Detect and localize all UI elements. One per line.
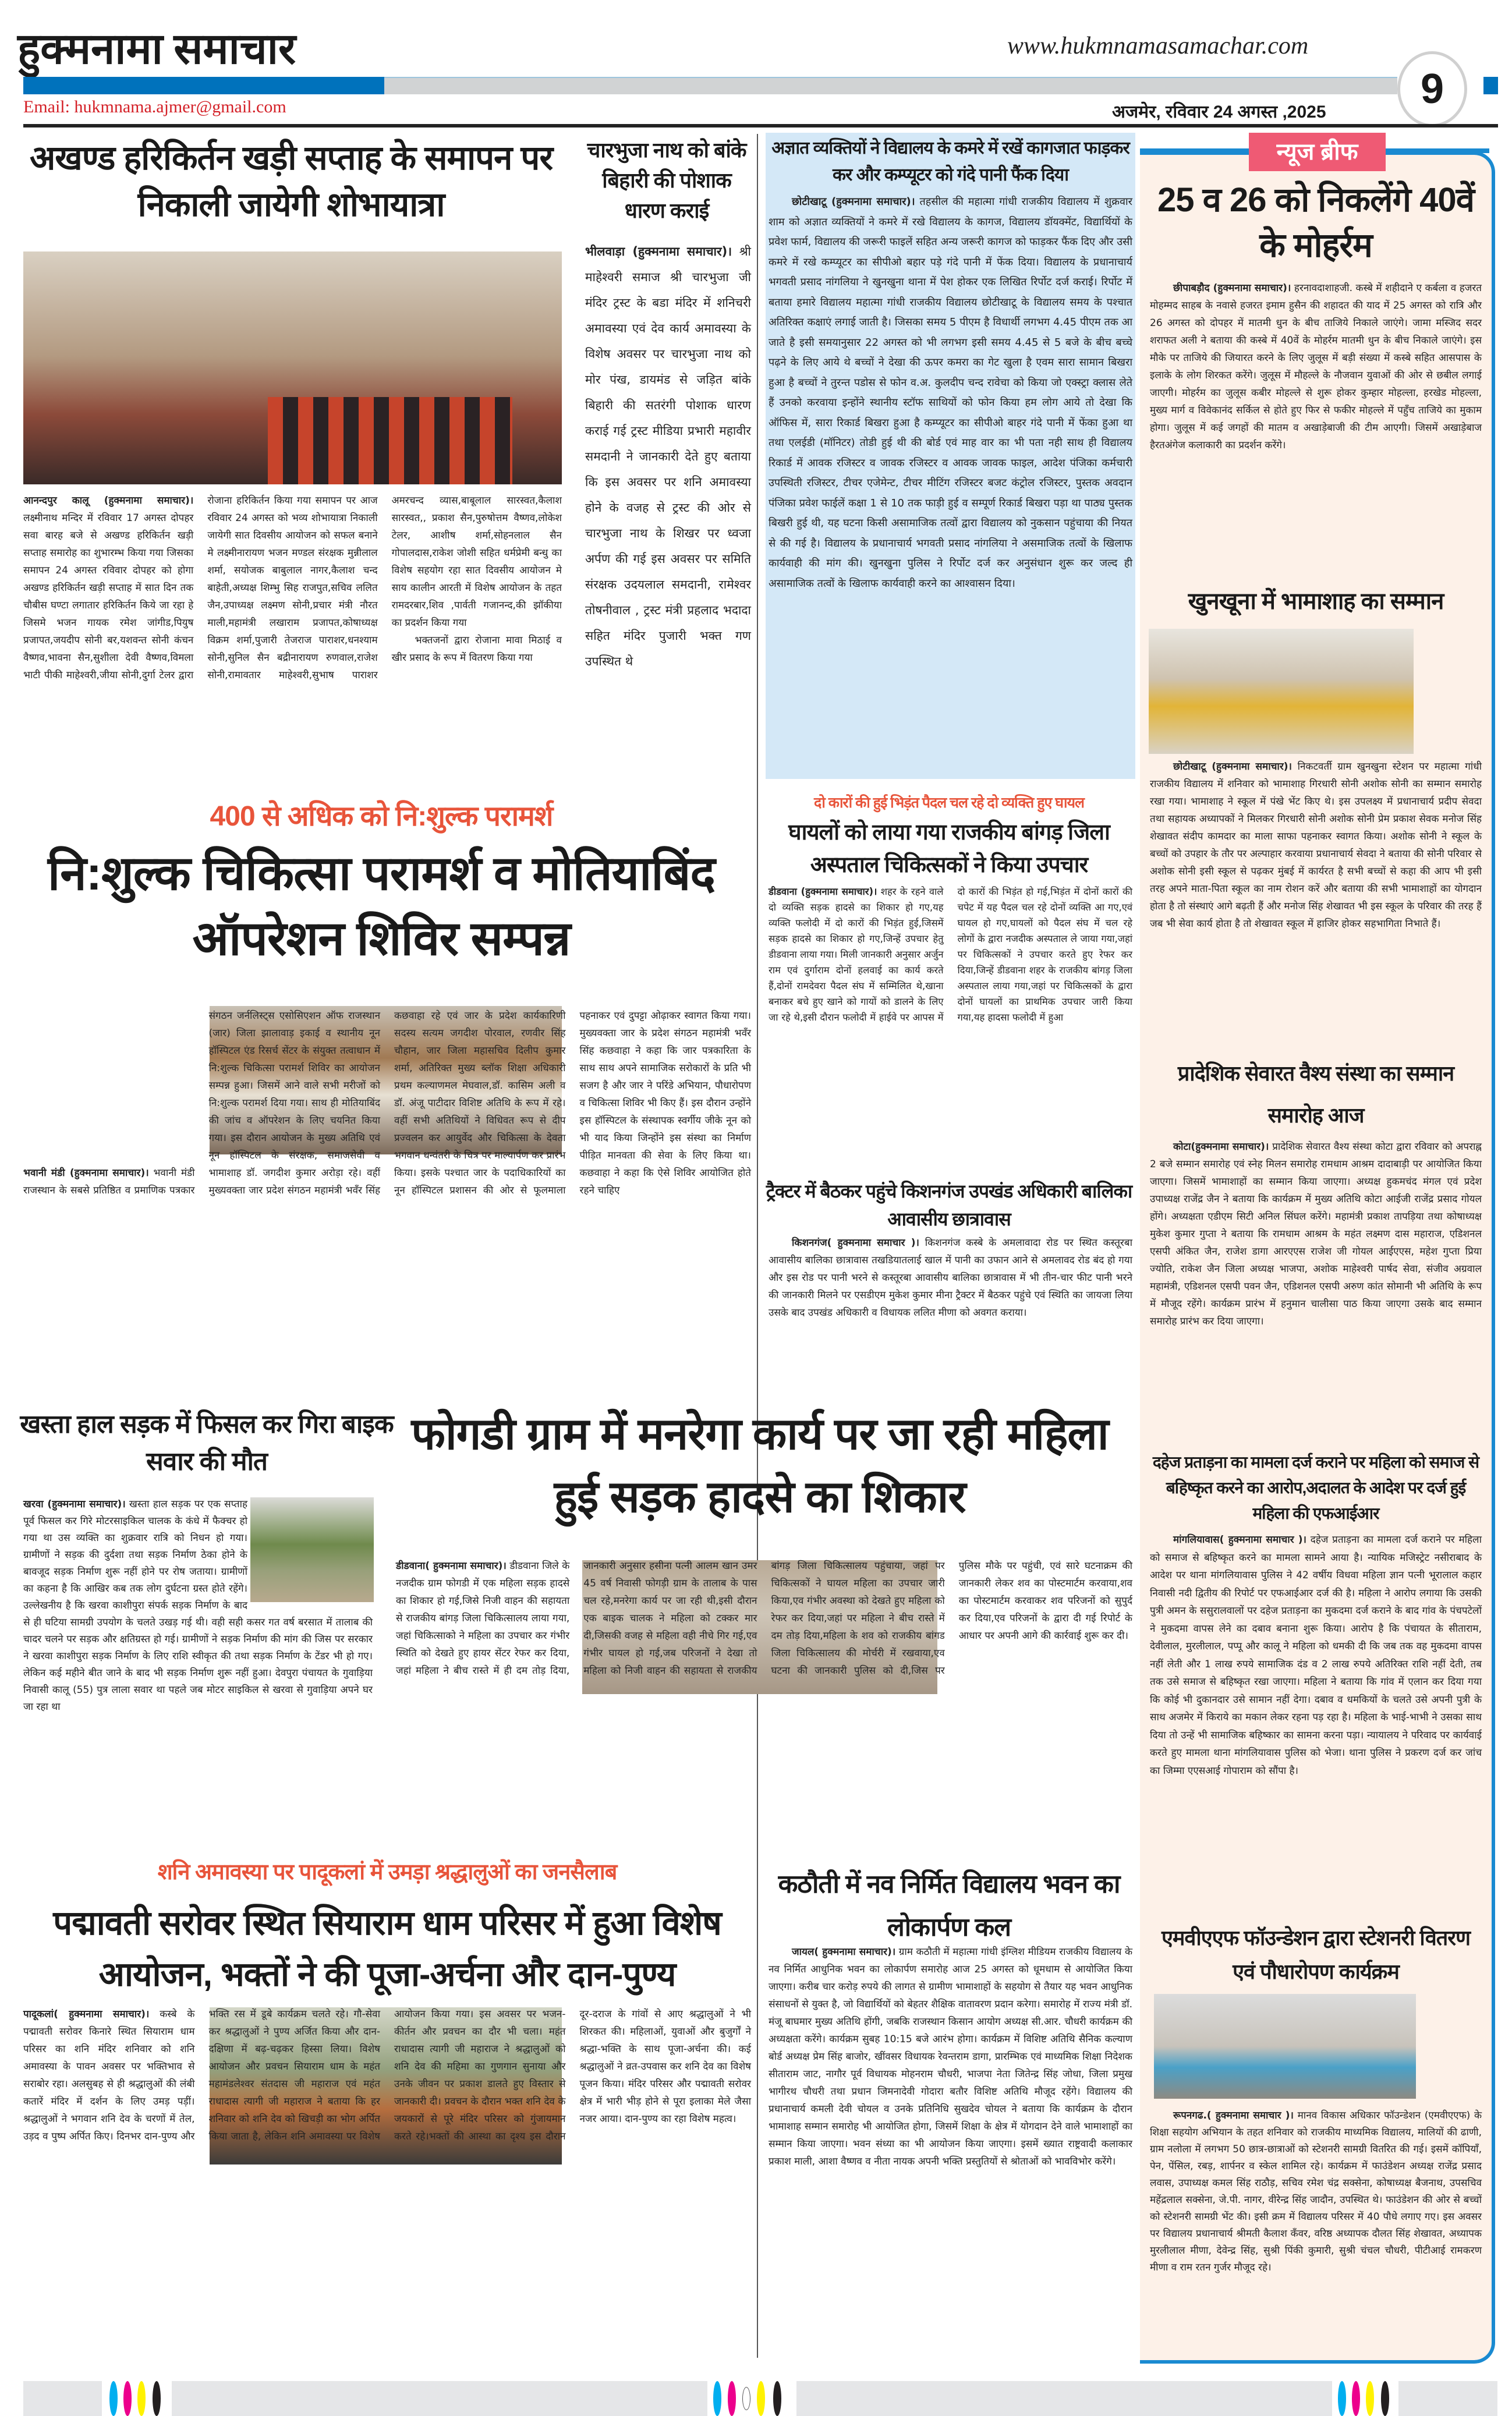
print-bar-segment bbox=[1398, 2381, 1497, 2416]
nishulk-body bbox=[23, 1007, 751, 1356]
vidyalaya-headline: अज्ञात व्यक्तियों ने विद्यालय के कमरे में रखें कागजात फाड़कर कर और कम्प्यूटर को गंदे पानी फैंक दिया bbox=[771, 139, 1129, 185]
harikirtan-text-2: भक्तजनों द्वारा रोजाना मावा मिठाई व खीर प्रसाद के रूप में वितरण किया गया bbox=[391, 635, 562, 664]
ghayal-kicker: दो कारों की हुई भिड़ंत पैदल चल रहे दो व्यक्ति हुए घायल bbox=[814, 795, 1084, 811]
nishulk-text: भवानी मंडी राजस्थान के सबसे प्रतिष्ठित व प्रमाणिक पत्रकार संगठन जर्नलिस्ट्स एसोसिएशन ऑफ राजस्थान (जार) जिला झालावाड़ इकाई व स्थानीय नून हॉस्पिटल एंड रिसर्च सेंटर के संयुक्त तत्वाधान में नि:शुल्क चिकित्सा परामर्श शिविर का आयोजन सम्पन्न हुआ। जिसमें आने वाले सभी मरीजों को नि:शुल्क परामर्श दिया गया। साथ ही मोतियाबिंद की जांच व ऑपरेशन के लिए चयनित किया गया। इस दौरान आयोजन के मुख्य अतिथि एवं नून हॉस्पिटल के संरक्षक, समाजसेवी व भामाशाह डॉ. जगदीश कुमार अरोड़ा रहे। वहीं मुख्यवक्ता जार प्रदेश संगठन महामंत्री भवँर सिंह कछवाहा रहे एवं जार के प्रदेश कार्यकारिणी सदस्य सत्यम जगदीश पोरवाल, रणवीर सिंह चौहान, जार जिला महासचिव दिलीप कुमार शर्मा, अतिरिक्त मुख्य ब्लॉक शिक्षा अधिकारी प्रथम कल्याणमल मेघवाल,डॉ. कासिम अली व डॉ. अंजू पाटीदार विशिष्ट अतिथि के रूप में रहे। वहीं सभी अतिथियों ने विधिवत रूप से दीप प्रज्वलन कर आयुर्वेद और चिकित्सा के देवता भगवान धन्वंतरी के चित्र पर माल्यार्पण कर प्रारंभ किया। इसके पश्चात जार के पदाधिकारियों का नून हॉस्पिटल प्रशासन की ओर से फूलमाला पहनाकर एवं दुपट्टा ओढ़ाकर स्वागत किया गया। मुख्यवक्ता जार के प्रदेश संगठन महामंत्री भवँर सिंह कछवाहा ने कहा कि जार पत्रकारिता के साथ साथ अपने सामाजिक सरोकारों के प्रति भी सजग है और जार ने परिंडे अभियान, पौधारोपण व चिकित्सा शिविर भी किए हैं। इस दौरान उन्होंने इस हॉस्पिटल के संस्थापक स्वर्गीय जीके नून को भी याद किया जिन्होंने इस संस्था का निर्माण पीड़ित मानवता की सेवा के लिए किया था। कछवाहा ने कहा कि ऐसे शिविर आयोजित होते रहने चाहिए bbox=[23, 1010, 751, 1196]
dahej-text: दहेज प्रताड़ना का मामला दर्ज कराने पर महिला को समाज से बहिष्कृत करने का मामला सामने आया है। न्यायिक मजिस्ट्रेट नसीराबाद के आदेश पर थाना मांगलियावास पुलिस ने 42 वर्षीय विधवा महिला ज्ञान पत्नी भूरालाल कहार निवासी नदी द्वितीय की रिपोर्ट पर एफआईआर दर्ज की है। महिला ने आरोप लगाया कि उसकी पुत्री अमन के ससुरालवालों पर दहेज प्रताड़ना का मुकदमा दर्ज कराने के बाद गांव के पंचपटेलों ने मुकदमा वापस लेने का दबाव बनाना शुरू किया। आरोप है कि पंचायत के सीताराम, देवीलाल, मुरलीलाल, पप्पू और कालू ने महिला को धमकी दी कि जब तक वह मुकदमा वापस नहीं लेती और 1 लाख रुपये सामाजिक दंड व 2 लाख रुपये अतिरिक्त राशि नहीं देती, तब तक उसे समाज से बहिष्कृत रखा जाएगा। महिला ने बताया कि गांव में एलान कर दिया गया कि कोई भी दुकानदार उसे सामान नहीं देगा। दबाव व धमकियों के चलते उसे अपनी पुत्री के साथ अजमेर में किराये का मकान लेकर रहना पड़ रहा है। महिला के भाई-भाभी ने उसका साथ दिया तो उन्हें भी सामाजिक बहिष्कार का सामना करना पड़ा। न्यायालय ने परिवाद पर कार्यवाई करते हुए मामला थाना मांगलियावास पुलिस को भेजा। थाना पुलिस ने प्रकरण दर्ज कर जांच का जिम्मा एएसआई गोपाराम को सौंपा है। bbox=[1150, 1534, 1482, 1777]
registration-yellow-mark bbox=[1366, 2381, 1374, 2416]
ghayal-headline: घायलों को लाया गया राजकीय बांगड़ जिला अस्पताल चिकित्सकों ने किया उपचार bbox=[788, 820, 1110, 877]
moharram-body bbox=[1150, 279, 1482, 565]
fogadi-body bbox=[396, 1557, 1132, 1831]
kathoti-dateline: जायल( हुक्मनामा समाचार)। bbox=[792, 1946, 896, 1958]
mvaf-text: मानव विकास अधिकार फॉउन्डेशन (एमवीएएफ) के शिक्षा सहयोग अभियान के तहत शनिवार को राजकीय माध्यमिक विद्यालय, मालियों की ढाणी, ग्राम नलोला में लगभग 50 छात्र-छात्राओं को स्टेशनरी सामग्री वितरित की गई। इसमें कॉपियाँ, पेन, पेंसिल, रबड़, शार्पनर व स्केल शामिल रहे। कार्यक्रम में फाउंडेशन अध्यक्ष राजेंद्र प्रसाद लवास, उपाध्यक्ष कमल सिंह राठौड़, सचिव रमेश चंद्र सक्सेना, कोषाध्यक्ष बैजनाथ, उपसचिव महेंद्रलाल सक्सेना, जे.पी. नागर, वीरेन्द्र सिंह जादौन, उपस्थित थे। फाउंडेशन की ओर से बच्चों को स्टेशनरी सामग्री भेंट की। इसी क्रम में विद्यालय परिसर में 40 पौधे लगाए गए। इस अवसर पर विद्यालय प्रधानाचार्य श्रीमती कैलाश कँवर, वरिष्ठ अध्यापक दौलत सिंह शेखावत, अध्यापक मुरलीलाल मीणा, देवेन्द्र सिंह, सुश्री पिंकी कुमारी, सुश्री चंचल चौधरी, पीटीआई रामकरण मीणा व राम रतन गुर्जर मौजूद रहे। bbox=[1150, 2110, 1482, 2273]
vaishya-headline: प्रादेशिक सेवारत वैश्य संस्था का सम्मान समारोह आज bbox=[1177, 1061, 1454, 1127]
kathoti-body bbox=[769, 1943, 1132, 2351]
dahej-body bbox=[1150, 1531, 1482, 1910]
masthead-gray-band bbox=[384, 77, 1397, 94]
mvaf-dateline: रूपनगढ.( हुक्मनामा समाचार )। bbox=[1173, 2110, 1294, 2121]
moharram-headline: 25 व 26 को निकलेंगे 40वें के मोहर्रम bbox=[1157, 181, 1474, 264]
tractor-body bbox=[769, 1234, 1132, 1368]
registration-yellow-mark bbox=[137, 2381, 146, 2416]
harikirtan-photo bbox=[23, 251, 562, 484]
registration-crosshair-icon bbox=[742, 2387, 750, 2410]
harikirtan-headline: अखण्ड हरिकिर्तन खड़ी सप्ताह के समापन पर निकाली जायेगी शोभायात्रा bbox=[29, 139, 553, 224]
registration-magenta-mark bbox=[728, 2381, 736, 2416]
shani-dateline: पादूकलां( हुक्मनामा समाचार)। bbox=[23, 2008, 150, 2020]
fogadi-headline: फोगडी ग्राम में मनरेगा कार्य पर जा रही महिला हुई सड़क हादसे का शिकार bbox=[411, 1409, 1109, 1522]
print-bar-segment bbox=[23, 2381, 102, 2416]
website-link[interactable]: www.hukmnamasamachar.com bbox=[1007, 33, 1309, 59]
moharram-dateline: छीपाबड़ौद (हुक्मनामा समाचार)। bbox=[1173, 282, 1291, 294]
khunkhuna-headline: खुनखूना में भामाशाह का सम्मान bbox=[1188, 589, 1444, 614]
khasta-dateline: खरवा (हुक्मनामा समाचार)। bbox=[23, 1499, 126, 1510]
dahej-dateline: मांगलियावास( हुक्मनामा समाचार )। bbox=[1173, 1534, 1307, 1546]
khasta-body bbox=[23, 1496, 373, 1840]
masthead-blue-band-right bbox=[1483, 77, 1498, 94]
registration-black-mark bbox=[1381, 2381, 1389, 2416]
moharram-text: हरनावदाशाहजी. कस्बे में शहीदाने ए कर्बला व हजरत मोहम्मद साहब के नवासे हजरत इमाम हुसैन की शहादत की याद में 25 अगस्त को रात्रि और 26 अगस्त को दोपहर में मातमी धुन के बीच ताजिये निकाले जाएंगे। जामा मस्जिद सदर शराफत अली ने बताया की कस्बे में 40वें के मोहर्रम मातमी धुन के बीच निकाले जाएंगे। इस मौके पर ताजिये की जियारत करने के लिए जुलूस में बड़ी संख्या में कस्बे सहित आसपास के इलाके के लोग शिरकत करेंगे। जुलूस में मौहल्ले के नौजवान युवाओं की ओर से छबील लगाई जाएगी। मोहर्रम का जुलूस कबीर मोहल्ले से शुरू होकर कुम्हार मोहल्ला, हरखेड मोहल्ला, मुख्य मार्ग व विवेकानंद सर्किल से होते हुए फिर से फकीर मोहल्ले में पहुँच ताजिये का मुकाम होगा। जुलूस में कई जगहों की मातम व अखाड़ेबाजी की टीम आएगी। जिसमें अखाड़ेबाज हैरतअंगेज कलाकारी का प्रदर्शन करेंगे। bbox=[1150, 282, 1482, 451]
tractor-text: किशनगंज कस्बे के अमलावादा रोड पर स्थित कस्तूरबा आवासीय बालिका छात्रावास तखडियातलाई खाल में पानी का उफान आने से अमलावद रोड बंद हो गया और इस रोड पर पानी भरने से कस्तूरबा आवासीय बालिका छात्रावास में भी तीन-चार फीट पानी भरने की जानकारी मिलने पर एसडीएम मुकेश कुमार मीना ट्रैक्टर में बैठकर पहुंचे एवं स्थिति का जायजा लिया उसके बाद उपखंड अधिकारी व विधायक ललित मीणा को अवगत कराया। bbox=[769, 1237, 1132, 1319]
khunkhuna-photo bbox=[1149, 629, 1414, 754]
registration-cyan-mark bbox=[1338, 2381, 1346, 2416]
nishulk-kicker: 400 से अधिक को नि:शुल्क परामर्श bbox=[210, 801, 553, 832]
column-divider bbox=[757, 134, 758, 2358]
registration-cyan-mark bbox=[109, 2381, 118, 2416]
email-link[interactable]: Email: hukmnama.ajmer@gmail.com bbox=[23, 97, 286, 116]
charbhuja-dateline: भीलवाड़ा (हुक्मनामा समाचार)। bbox=[585, 245, 732, 258]
tractor-dateline: किशनगंज( हुक्मनामा समाचार )। bbox=[792, 1237, 919, 1249]
khasta-headline: खस्ता हाल सड़क में फिसल कर गिरा बाइक सवार की मौत bbox=[20, 1410, 394, 1476]
vaishya-text: प्रादेशिक सेवारत वैश्य संस्था कोटा द्वारा रविवार को अपराह्न 2 बजे सम्मान समारोह एवं स्नेह मिलन समारोह रामधाम आश्रम दादाबाड़ी पर आयोजित किया जाएगा। जिसमें भामाशाहों का सम्मान किया जाएगा। अध्यक्ष हुकमचंद मंगल एवं प्रदेश उपाध्यक्ष राजेंद्र जैन ने बताया कि कार्यक्रम में मुख्य अतिथि कोटा आईजी राजेंद्र प्रसाद गोयल होंगे। अध्यक्षता एडीएम सिटी अनिल सिंघल करेंगे। महामंत्री प्रकाश तापड़िया तथा कोषाध्यक्ष मुकेश कुमार गुप्ता ने बताया कि रामधाम आश्रम के महंत लक्ष्मण दास महाराज, एडिशनल एसपी अंकित जैन, राजेश डागा आरएएस राजेश जी गोयल आईएएस, महेश गुप्ता प्रिया ज्योति, राकेश जैन जिला अध्यक्ष भाजपा, अशोक माहेश्वरी पार्षद सेवा, संजीव अग्रवाल महामंत्री, एडिशनल एसपी पवन जैन, एडिशनल एसपी अरुण कांत सोमानी भी अतिथि के रूप में मौजूद रहेंगे। कार्यक्रम प्रारंभ में हनुमान चालीसा पाठ किया जाएगा उसके बाद सम्मान समारोह प्रारंभ कर दिया जाएगा। bbox=[1150, 1141, 1482, 1327]
page-number-badge bbox=[1397, 51, 1467, 127]
khunkhuna-body bbox=[1150, 758, 1482, 1061]
ghayal-dateline: डीडवाना (हुक्मनामा समाचार)। bbox=[769, 886, 877, 897]
fogadi-dateline: डीडवाना( हुक्मनामा समाचार)। bbox=[396, 1560, 507, 1572]
issue-date: अजमेर, रविवार 24 अगस्त ,2025 bbox=[1112, 102, 1326, 122]
masthead-title: हुक्मनामा समाचार bbox=[17, 26, 296, 73]
ghayal-text: शहर के रहने वाले दो व्यक्ति सड़क हादसे का शिकार हो गए,यह व्यक्ति फलोदी में दो कारों की भिड़ंत हुई,जिसमें सड़क हादसे का शिकार हो गए,जिन्हें उपचार हेतु डीडवाना लाया गया। मिली जानकारी अनुसार अर्जुन राम एवं दुर्गाराम दोनों हलवाई का कार्य करते हैं,दोनों रामदेवरा पैदल संघ में सम्मिलित थे,खाना बनाकर बचे हुए खाने को गायों को डालने के लिए जा रहे थे,इसी दौरान फलोदी में हाईवे पर आपस में दो कारों की भिड़ंत हो गई,भिड़ंत में दोनों कारों की चपेट में यह पैदल चल रहे दोनों व्यक्ति आ गए,एवं घायल हो गए,घायलों को पैदल संघ में चल रहे लोगों के द्वारा नजदीक अस्पताल ले जाया गया,जहां पर चिकित्सकों ने उपचार करते हुए रेफर कर दिया,जिन्हें डीडवाना शहर के राजकीय बांगड़ जिला अस्पताल लाया गया,जहां पर चिकित्सकों के द्वारा दोनों घायलों का प्राथमिक उपचार जारी किया गया,यह हादसा फलोदी में हुआ bbox=[769, 886, 1132, 1023]
vaishya-dateline: कोटा(हुक्मनामा समाचार)। bbox=[1173, 1141, 1269, 1153]
mvaf-headline: एमवीएएफ फॉउन्डेशन द्वारा स्टेशनरी वितरण एवं पौधारोपण कार्यक्रम bbox=[1161, 1926, 1471, 1983]
news-brief-label: न्यूज ब्रीफ bbox=[1249, 133, 1386, 171]
charbhuja-headline: चारभुजा नाथ को बांके बिहारी की पोशाक धारण कराई bbox=[587, 138, 746, 222]
nishulk-headline: नि:शुल्क चिकित्सा परामर्श व मोतियाबिंद ऑपरेशन शिविर सम्पन्न bbox=[48, 847, 715, 965]
vidyalaya-dateline: छोटीखाटू (हुक्मनामा समाचार)। bbox=[792, 196, 915, 208]
shani-headline: पद्मावती सरोवर स्थित सियाराम धाम परिसर में हुआ विशेष आयोजन, भक्तों ने की पूजा-अर्चना और दान-पुण्य bbox=[53, 1904, 721, 1993]
registration-magenta-mark bbox=[1352, 2381, 1360, 2416]
ghayal-body bbox=[769, 884, 1132, 1175]
print-bar-segment bbox=[172, 2381, 707, 2416]
vidyalaya-body bbox=[769, 192, 1132, 777]
kathoti-headline: कठौती में नव निर्मित विद्यालय भवन का लोकार्पण कल bbox=[778, 1870, 1120, 1942]
registration-cyan-mark bbox=[713, 2381, 721, 2416]
shani-kicker: शनि अमावस्या पर पादूकलां में उमड़ा श्रद्धालुओं का जनसैलाब bbox=[157, 1860, 617, 1884]
shani-text: कस्बे के पद्मावती सरोवर किनारे स्थित सियाराम धाम परिसर का शनि मंदिर शनिवार को शनि अमावस्या के पावन अवसर पर भक्तिभाव से सराबोर रहा। अलसुबह से ही श्रद्धालुओं की लंबी कतारें मंदिर में दर्शन के लिए उमड़ पड़ीं। श्रद्धालुओं ने भगवान शनि देव के चरणों में तेल, उड़द व पुष्प अर्पित किए। दिनभर दान-पुण्य और भक्ति रस में डूबे कार्यक्रम चलते रहे। गौ-सेवा कर श्रद्धालुओं ने पुण्य अर्जित किया और दान-दक्षिणा में बढ़-चढ़कर हिस्सा लिया। विशेष आयोजन और प्रवचन सियाराम धाम के महंत महामंडलेश्वर संतदास जी महाराज एवं महंत राधादास त्यागी जी महाराज ने बताया कि हर शनिवार को शनि देव को खिचड़ी का भोग अर्पित किया जाता है, लेकिन शनि अमावस्या पर विशेष आयोजन किया गया। इस अवसर पर भजन-कीर्तन और प्रवचन का दौर भी चला। महंत राधादास त्यागी जी महाराज ने श्रद्धालुओं को शनि देव की महिमा का गुणगान सुनाया और उनके जीवन पर प्रकाश डालते हुए विस्तार से जानकारी दी। प्रवचन के दौरान भक्त शनि देव के जयकारों से पूरे मंदिर परिसर को गुंजायमान करते रहे।भक्तों की आस्था का दृश्य इस दौरान दूर-दराज के गांवों से आए श्रद्धालुओं ने भी शिरकत की। महिलाओं, युवाओं और बुजुर्गों ने श्रद्धा-भक्ति के साथ पूजा-अर्चना की। कई श्रद्धालुओं ने व्रत-उपवास कर शनि देव का विशेष पूजन किया। मंदिर परिसर और पद्मावती सरोवर क्षेत्र में भारी भीड़ होने से पूरा इलाका मेले जैसा नजर आया। दान-पुण्य का रहा विशेष महत्व। bbox=[23, 2008, 751, 2142]
charbhuja-body bbox=[585, 239, 751, 798]
masthead-blue-band bbox=[23, 77, 384, 94]
harikirtan-body bbox=[23, 492, 562, 806]
registration-yellow-mark bbox=[757, 2381, 765, 2416]
mvaf-body bbox=[1150, 2107, 1482, 2352]
vaishya-body bbox=[1150, 1138, 1482, 1435]
kathoti-text: ग्राम कठौती में महात्मा गांधी इंग्लिश मीडियम राजकीय विद्यालय के नव निर्मित आधुनिक भवन का लोकार्पण समारोह आज 25 अगस्त को धूमधाम से आयोजित किया जाएगा। करीब चार करोड़ रुपये की लागत से ग्रामीण भामाशाहों के सहयोग से तैयार यह भवन आधुनिक संसाधनों से युक्त है, जो विद्यार्थियों को बेहतर शैक्षिक वातावरण प्रदान करेगा। समारोह में राज्य मंत्री डॉ. मंजू बाघमार मुख्य अतिथि होंगी, जबकि राजस्थान किसान आयोग अध्यक्ष सी.आर. चौधरी कार्यक्रम की अध्यक्षता करेंगे। कार्यक्रम सुबह 10:15 बजे आरंभ होगा। कार्यक्रम में विशिष्ट अतिथि सैनिक कल्याण बोर्ड अध्यक्ष प्रेम सिंह बाजोर, खींवसर विधायक रेवन्तराम डागा, प्रारम्भिक एवं माध्यमिक शिक्षा निदेशक सीताराम जाट, नागौर पूर्व विधायक मोहनराम चौधरी, भाजपा नेता जितेन्द्र सिंह जोधा, जिला प्रमुख भागीरथ चौधरी तथा प्रधान जिमनादेवी गोदारा बतौर विशिष्ट अतिथि मौजूद रहेंगे। विद्यालय की प्रधानाचार्य कमली देवी चोयल व उनके प्रतिनिधि सुखदेव चोयल ने बताया कि कार्यक्रम के दौरान भामाशाह सम्मान समारोह भी आयोजित होगा, जिसमें शिक्षा के क्षेत्र में योगदान देने वाले भामाशाहों का सम्मान किया जाएगा। भवन संध्या का भी आयोजन किया जाएगा। इसमें ख्यात राष्ट्रवादी कलाकार प्रकाश माली, आशा वैष्णव व नीता नायक अपनी भक्ति प्रस्तुतियों से श्रोताओं को भावविभोर करेंगे। bbox=[769, 1946, 1133, 2167]
khunkhuna-dateline: छोटीखाटू (हुक्मनामा समाचार)। bbox=[1173, 761, 1292, 773]
harikirtan-dateline: आनन्दपुर कालू (हुक्मनामा समाचार)। bbox=[23, 495, 194, 506]
vidyalaya-text: तहसील की महात्मा गांधी राजकीय विद्यालय में शुक्रवार शाम को अज्ञात व्यक्तियों ने कमरे में रखे विद्यालय के कागज, विद्यालय डॉयक्मेंट, विद्यार्थियों के प्रवेश फार्म, विद्यालय की जरूरी फाइलें सहित अन्य जरूरी कागज को फाड़कर फैंक दिए और उसी कमरे में रखे कम्प्यूटर का सीपीओ बहार पड़े गंदे पानी में फेंक दिया। विद्यालय के प्रधानाचार्य भगवती प्रसाद नांगलिया ने खुनखुना थाना में पेश होकर एक लिखित रिर्पोट दर्ज कराई। रिर्पोट में बताया हमारे विद्यालय महात्मा गांधी राजकीय विद्यालय छोटीखाटू के विद्यालय समय के पश्चात अतिरिक्त कक्षाएं लगाई जाती है। जिसका समय 5 पीएम है विधार्थी लगभग 4.45 पीएम तक आ जाते है इसी समयानुसार 22 अगस्त को भी लगभग इसी समय 4.45 से 5 बजे के बीच बच्चे पढ़ने के लिए आये थे बच्चों ने देखा की ऊपर कमरा का गेट खुला है एवम सारा सामान बिखरा हुआ है बच्चों ने तुरन्त पडोस से फोन व.अ. कुलदीप चन्द रावेचा को किया जो एक्स्ट्रा क्लास लेते हैं उनको करवाया इन्होंने स्थानीय स्टॉफ साथियों को फोन किया हम लोग आये तो देखा कि ऑफिस में, सारा रिकार्ड बिखरा हुआ है कम्प्यूटर का सीपीओ बाहर गंदे पानी में फेंका हुआ था तथा एलईडी (मॉनिटर) तोडी हुई थी की बोर्ड एवं माह वार का भी पता नही साथ ही विद्यालय रिकार्ड में आवक रजिस्टर व जावक रजिस्टर व आवक जावक फाइल, आदेश पंजिका कर्मचारी उपस्थिती रजिस्टर, टीचर एजेमेन्ट, टीचर मीटिंग रजिस्टर बजट कंट्रोल रजिस्टर, पुस्तक अवदान पंजिका प्रवेश फाईलें कक्षा 1 से 10 तक फाड़ी हुई व सम्पूर्ण रिकार्ड बिखरा पड़ा था पाठ्य पुस्तक बिखरी हुई थी, यह घटना किसी असामाजिक तत्वों द्वारा विद्यालय को नुकसान पहुंचाया की नियत से की गई है। विद्यालय के प्रधानाचार्य भगवती प्रसाद नांगलिया ने असमाजिक तत्वों के खिलाफ कार्यवाही की मांग की। खुनखुना पुलिस ने रिर्पोट दर्ज कर अनुसंधान शुरू कर जल्द ही असामाजिक तत्वों के खिलाफ कार्यवाही करने का आश्वासन दिया। bbox=[769, 196, 1132, 590]
harikirtan-text: लक्ष्मीनाथ मन्दिर में रविवार 17 अगस्त दोपहर सवा बारह बजे से अखण्ड हरिकिर्तन खड़ी सप्ताह समारोह का शुभारम्भ किया गया जिसका समापन 24 अगस्त रविवार दोपहर को होगा अखण्ड हरिकिर्तन खड़ी सप्ताह में सात दिन तक चौबीस घण्टा लगातार हरिकिर्तन किये जा रहा हे जिसमे भजन गायक रमेश जांगीड,पियुष प्रजापत,जयदीप सोनी बर,यशवन्त सोनी कंचन वैष्णव,भावना सैन,सुशीला देवी वैष्णव,विमला भाटी पीकी माहेश्वरी,जीया सोनी,दुर्गा टेलर द्वारा रोजाना हरिकिर्तन किया गया समापन पर आज रविवार 24 अगस्त को भव्य शोभायात्रा निकाली जायेगी सात दिवसीय आयोजन को सफल बनाने मे लक्ष्मीनारायण भजन मण्डल संरक्षक मुन्नीलाल शर्मा, सयोजक बाबुलाल नागर,कैलाश चन्द बाहेती,अध्यक्ष शिम्भु सिह राजपुत,सचिव ललित जैन,उपाध्यक्ष लक्ष्मण सोनी,प्रचार मंत्री नौरत माली,महामंत्री लखाराम प्रजापत,कोषाध्यक्ष विक्रम शर्मा,पुजारी तेजराज पाराशर,धनश्याम सोनी,सुनिल सैन बद्रीनारायण रुणवाल,राजेश सोनी,रामावतार माहेश्वरी,सुभाष पाराशर अमरचन्द व्यास,बाबूलाल सारस्वत,कैलाश सारस्वत,, प्रकाश सैन,पुरुषोत्तम वैष्णव,लोकेश टेलर, आशीष शर्मा,सोहनलाल सैन गोपालदास,राकेश जोशी सहित धर्मप्रेमी बन्धु का विशेष सहयोग रहा सात दिवसीय आयोजन मे साय कालीन आरती में विशेष आयोजन के तहत रामदरबार,शिव ,पार्वती गजानन्द,की झॉकीया का प्रदर्शन किया गया bbox=[23, 495, 562, 681]
page-number: 9 bbox=[1420, 66, 1444, 112]
registration-black-mark bbox=[153, 2381, 161, 2416]
shani-body bbox=[23, 2006, 751, 2355]
khasta-text: खस्ता हाल सड़क पर एक सप्ताह पूर्व फिसल कर गिरे मोटरसाइकिल चालक के कंधे में फैक्चर हो गया था उस व्यक्ति का शुक्रवार रात्रि को निधन हो गया। ग्रामीणों ने सड़क की दुर्दशा तथा सड़क निर्माण ठेका होने के बावजूद सड़क निर्माण शुरू नहीं होने पर रोष जताया। ग्रामीणों का कहना है कि आखिर कब तक लोग दुर्घटना ग्रस्त होते रहेंगे। उल्लेखनीय है कि खरवा काशीपुरा संपर्क सड़क निर्माण के बाद से ही घटिया सामग्री उपयोग के चलते उखड़ गई थी। वही सही कसर गत वर्ष बरसात में तालाब की चादर चलने पर सड़क और क्षतिग्रस्त हो गई। ग्रामीणों ने सड़क निर्माण की मांग की जिस पर सरकार ने खरवा काशीपुरा सड़क निर्माण के लिए राशि स्वीकृत की तथा सड़क निर्माण के टेंडर भी हो गए। लेकिन कई महीने बीत जाने के बाद भी सड़क निर्माण शुरू नहीं हुआ। देवपुरा पंचायत के गुवाड़िया निवासी कालू (55) पुत्र लाला सवार था पहले जब मोटर साइकिल से खरवा से गुवाड़िया अपने घर जा रहा था bbox=[23, 1499, 373, 1713]
tractor-headline: ट्रैक्टर में बैठकर पहुंचे किशनगंज उपखंड अधिकारी बालिका आवासीय छात्रावास bbox=[766, 1181, 1132, 1230]
fogadi-text: डीडवाना जिले के नजदीक ग्राम फोगडी में एक महिला सड़क हादसे का शिकार हो गई,जिसे निजी वाहन की सहायता से राजकीय बांगड़ जिला चिकित्सालय लाया गया, जहां चिकित्साको ने महिला का उपचार कर गंभीर स्थिति को देखते हुए हायर सेंटर रेफर कर दिया, जहां महिला ने बीच रास्ते में ही दम तोड़ दिया, जानकारी अनुसार हसीना पत्नी आलम खान उमर 45 वर्ष निवासी फोगड़ी ग्राम के तालाब के पास चल रहे,मनरेगा कार्य पर जा रही थी,इसी दौरान एक बाइक चालक ने महिला को टक्कर मार दी,जिसकी वजह से महिला वही नीचे गिर गई,एव गंभीर घायल हो गई,जब परिजनों ने देखा तो महिला को निजी वाहन की सहायता से राजकीय बांगड़ जिला चिकित्सालय पहुंचाया, जहां पर चिकित्सकों ने घायल महिला का उपचार जारी किया,एव गंभीर अवस्था को देखते हुए महिला को रेफर कर दिया,जहां पर महिला ने बीच रास्ते में दम तोड़ दिया,महिला के शव को राजकीय बांगड जिला चिकित्सालय की मोर्चरी में रखवाया,एव घटना की जानकारी पुलिस को दी,जिस पर पुलिस मौके पर पहुंची, एवं सारे घटनाक्रम की जानकारी लेकर शव का पोस्टमार्टम करवाया,शव का पोस्टमार्टम करवाकर शव परिजनों को सुपुर्द कर दिया,एव परिजनों के द्वारा दी गई रिपोर्ट के आधार पर अपनी आगे की कार्रवाई शुरू कर दी। bbox=[396, 1560, 1132, 1677]
khunkhuna-text: निकटवर्ती ग्राम खुनखुना स्टेशन पर महात्मा गांधी राजकीय विद्यालय में शनिवार को भामाशाह गिरधारी सोनी अशोक सोनी का सम्मान समारोह रखा गया। भामाशाह ने स्कूल में पंखे भेंट किए थे। इस उपलक्ष्य में प्रधानाचार्य प्रदीप सेवदा तथा सहायक अध्यापकों ने मिलकर गिरधारी सोनी अशोक सोनी प्रेम प्रकाश सेवक मनोज सिंह शेखावत संदीप कामदार का माला साफा पहनाकर स्वागत किया। अशोक सोनी ने स्कूल के बच्चों को उपहार के तौर पर अल्पाहार करवाया प्रधानाचार्य सेवदा ने बताया की सोनी परिवार से अशोक सोनी इसी स्कूल से पढ़कर मुंबई में कार्यरत है सभी बच्चों से कहा की आप भी इसी तरह अपने माता-पिता स्कूल का नाम रोशन करें और बताया की सभी भामाशाहों का योगदान होता है तो संस्थाएं आगे बढ़ती हैं और मनोज सिंह शेखावत भी इस स्कूल के परिवार की तरह हैं जब भी सेवा कार्य होता है तो शेखावत स्कूल में हाजिर होकर सहभागिता निभाते हैं। bbox=[1150, 761, 1482, 930]
print-bar-segment bbox=[796, 2381, 1332, 2416]
registration-black-mark bbox=[773, 2381, 781, 2416]
mvaf-photo bbox=[1154, 1994, 1416, 2099]
masthead-divider bbox=[23, 124, 1498, 127]
charbhuja-text: श्री माहेश्वरी समाज श्री चारभुजा जी मंदिर ट्रस्ट के बडा मंदिर में शनिचरी अमावस्या एवं देव कार्य अमावस्या के विशेष अवसर पर चारभुजा नाथ को मोर पंख, डायमंड से जड़ित बांके बिहारी की सतरंगी पोशाक धारण कराई गई ट्रस्ट मीडिया प्रभारी महावीर समदानी ने जानकारी देते हुए बताया कि इस अवसर पर शनि अमावस्या होने के वजह से ट्रस्ट की ओर से चारभुजा नाथ के शिखर पर ध्वजा अर्पण की गई इस अवसर पर समिति संरक्षक उदयलाल समदानी, रामेश्वर तोषनीवाल , ट्रस्ट मंत्री प्रहलाद भदादा सहित मंदिर पुजारी भक्त गण उपस्थित थे bbox=[585, 245, 751, 668]
dahej-headline: दहेज प्रताड़ना का मामला दर्ज कराने पर महिला को समाज से बहिष्कृत करने का आरोप,अदालत के आदेश पर दर्ज हुई महिला की एफआईआर bbox=[1152, 1453, 1479, 1522]
nishulk-dateline: भवानी मंडी (हुक्मनामा समाचार)। bbox=[23, 1167, 149, 1179]
registration-magenta-mark bbox=[123, 2381, 132, 2416]
